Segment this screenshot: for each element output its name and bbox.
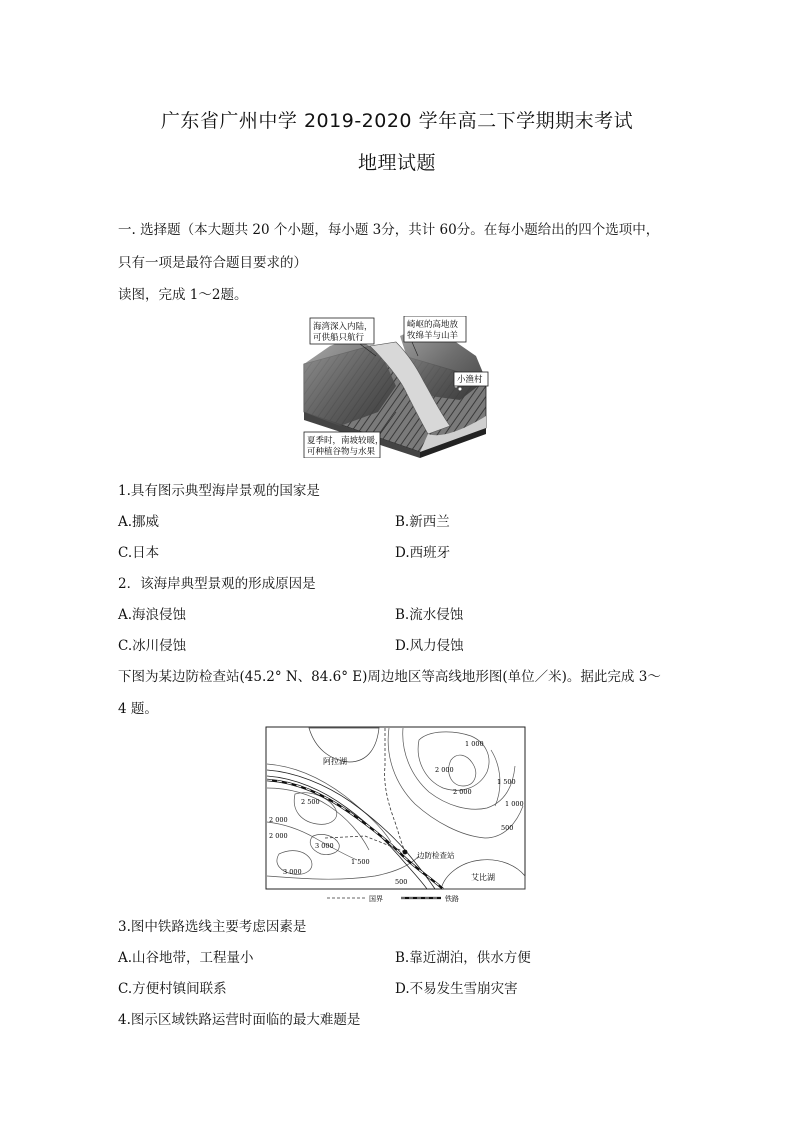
section-heading-cont: 只有一项是最符合题目要求的）: [118, 255, 307, 271]
q2-option-b: B.流水侵蚀: [395, 607, 464, 623]
group2-intro: 下图为某边防检查站(45.2° N、84.6° E)周边地区等高线地形图(单位／米)。据此完成 3～: [118, 669, 661, 685]
q1-option-a: A.挪威: [118, 514, 160, 530]
contour-label: 2 000: [269, 816, 288, 824]
question-4-stem: 4.图示区域铁路运营时面临的最大难题是: [118, 1012, 361, 1028]
label-village: 小渔村: [457, 375, 483, 385]
question-1-stem: 1.具有图示典型海岸景观的国家是: [118, 483, 320, 499]
contour-label: 1 000: [465, 740, 484, 748]
contour-label: 500: [501, 824, 514, 832]
q2-option-a: A.海浪侵蚀: [118, 607, 187, 623]
contour-label: 1 000: [505, 800, 524, 808]
label-bay-1: 海湾深入内陆，: [313, 322, 373, 332]
contour-label: 2 000: [269, 832, 288, 840]
fjord-diagram: [300, 316, 490, 458]
contour-label: 2 500: [301, 798, 320, 806]
q1-option-c: C.日本: [118, 545, 160, 561]
label-highland-2: 牧绵羊与山羊: [407, 331, 459, 341]
label-slope-1: 夏季时，南坡较暖，: [307, 436, 384, 446]
lake-south-label: 艾比湖: [471, 873, 495, 882]
legend-rail: 铁路: [445, 895, 459, 903]
label-bay-2: 可供船只航行: [313, 333, 365, 343]
station-label: 边防检查站: [417, 851, 455, 860]
q3-option-c: C.方便村镇间联系: [118, 981, 227, 997]
q3-option-a: A.山谷地带，工程量小: [118, 950, 254, 966]
question-3-stem: 3.图中铁路选线主要考虑因素是: [118, 919, 307, 935]
q2-option-d: D.风力侵蚀: [395, 638, 464, 654]
contour-label: 3 000: [283, 868, 302, 876]
contour-map: [265, 726, 527, 904]
group1-intro: 读图，完成 1～2题。: [118, 287, 248, 303]
question-2-stem: 2．该海岸典型景观的形成原因是: [118, 576, 316, 592]
q3-option-b: B.靠近湖泊，供水方便: [395, 950, 531, 966]
q1-option-b: B.新西兰: [395, 514, 450, 530]
contour-label: 1 500: [497, 778, 516, 786]
q3-option-d: D.不易发生雪崩灾害: [395, 981, 518, 997]
exam-subtitle: 地理试题: [357, 152, 436, 174]
lake-north-label: 阿拉湖: [323, 757, 347, 766]
label-slope-2: 可种植谷物与水果: [307, 447, 376, 457]
exam-title: 广东省广州中学 2019-2020 学年高二下学期期末考试: [160, 110, 634, 132]
contour-label: 3 000: [315, 842, 334, 850]
contour-label: 1 500: [351, 858, 370, 866]
section-heading: 一. 选择题（本大题共 20 个小题，每小题 3分，共计 60分。在每小题给出的四个选项中，: [118, 222, 660, 238]
contour-label: 500: [395, 878, 408, 886]
legend-border: 国界: [369, 895, 383, 903]
contour-label: 2 000: [435, 766, 454, 774]
group2-intro-cont: 4 题。: [118, 701, 158, 717]
q1-option-d: D.西班牙: [395, 545, 451, 561]
q2-option-c: C.冰川侵蚀: [118, 638, 187, 654]
contour-label: 2 000: [453, 788, 472, 796]
label-highland-1: 崎岖的高地放: [407, 320, 459, 330]
